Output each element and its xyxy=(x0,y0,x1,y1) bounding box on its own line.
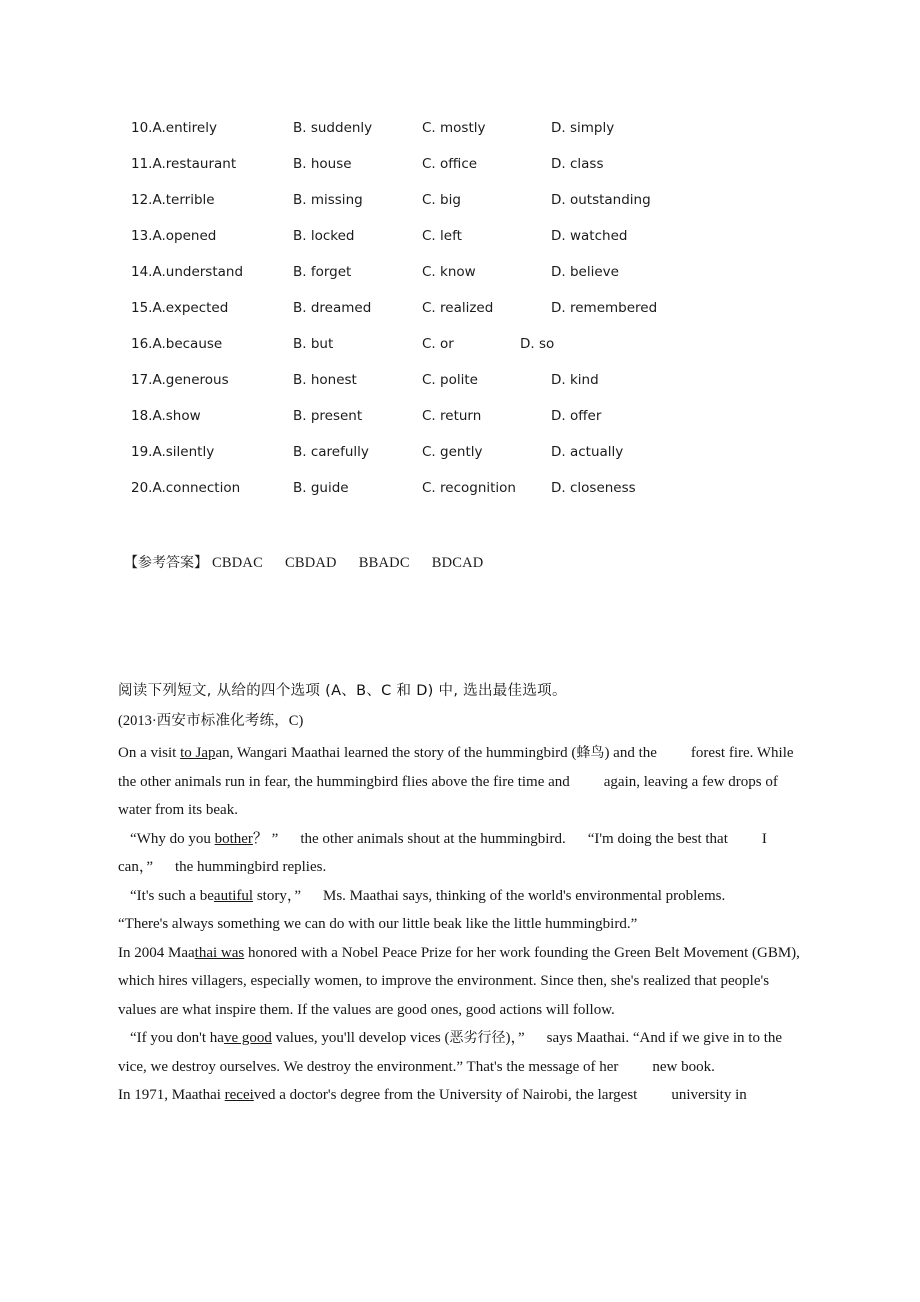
passage-text: story，” xyxy=(253,887,301,904)
option-choice-d[interactable]: D. class xyxy=(551,156,604,172)
passage-text: “If you don't ha xyxy=(130,1030,224,1046)
passage-text: honored with a Nobel Peace Prize for her work founding the Green Belt Movement (GBM), which hires villagers, especially women, to improve the environment. Since then, she's realized that people's values are what inspire them. If the values are good ones, good actions will follow. xyxy=(118,944,800,1018)
underlined-phrase: thai was xyxy=(194,944,245,961)
option-choice-d[interactable]: D. actually xyxy=(551,444,624,460)
option-choice-d[interactable]: D. believe xyxy=(551,264,619,280)
cloze-option-row xyxy=(0,226,920,262)
option-choice-c[interactable]: C. know xyxy=(422,264,476,280)
passage-paragraph xyxy=(118,910,800,939)
passage-text: an, Wangari Maathai learned the story of the hummingbird ( xyxy=(215,745,577,761)
option-choice-c[interactable]: C. polite xyxy=(422,372,478,388)
passage-text: Ms. Maathai says, thinking of the world's environmental problems. xyxy=(323,887,726,904)
passage-text: ) and the xyxy=(604,745,657,761)
passage-text: the hummingbird replies. xyxy=(174,859,327,875)
underlined-phrase: autiful xyxy=(213,887,254,904)
option-choice-a[interactable]: 14.A.understand xyxy=(131,264,244,280)
option-choice-d[interactable]: D. remembered xyxy=(551,300,658,316)
option-choice-d[interactable]: D. so xyxy=(520,336,555,352)
option-choice-a[interactable]: 11.A.restaurant xyxy=(131,156,237,172)
passage-text: again, leaving a few drops of water from its beak. xyxy=(118,773,778,818)
underlined-phrase: to Jap xyxy=(180,745,216,761)
cloze-option-row xyxy=(0,370,920,406)
option-choice-b[interactable]: B. but xyxy=(293,336,334,352)
option-choice-c[interactable]: C. big xyxy=(422,192,461,208)
cloze-option-row xyxy=(0,478,920,514)
cloze-option-row xyxy=(0,154,920,190)
option-choice-b[interactable]: B. locked xyxy=(293,228,355,244)
passage-text: “I'm doing the best that xyxy=(587,830,728,847)
option-choice-b[interactable]: B. carefully xyxy=(293,444,369,460)
option-choice-d[interactable]: D. watched xyxy=(551,228,628,244)
passage-text: ved a doctor's degree from the University of Nairobi, the largest xyxy=(253,1087,638,1103)
option-choice-b[interactable]: B. honest xyxy=(293,372,357,388)
option-choice-d[interactable]: D. offer xyxy=(551,408,602,424)
underlined-phrase: ve good xyxy=(223,1030,272,1046)
source-origin: 西安市标准化考练 xyxy=(156,713,275,729)
passage-paragraph xyxy=(118,1081,800,1110)
passage-paragraph xyxy=(118,939,800,1025)
cloze-option-row xyxy=(0,190,920,226)
underlined-phrase: bother xyxy=(214,830,253,847)
option-choice-b[interactable]: B. forget xyxy=(293,264,352,280)
option-choice-c[interactable]: C. return xyxy=(422,408,482,424)
option-choice-a[interactable]: 17.A.generous xyxy=(131,372,229,388)
answer-key-group: CBDAD xyxy=(284,555,337,571)
option-choice-b[interactable]: B. dreamed xyxy=(293,300,372,316)
passage-text: “Why do you xyxy=(130,830,215,847)
reading-instruction: 阅读下列短文, 从给的四个选项 (A、B、C 和 D) 中, 选出最佳选项。 xyxy=(118,683,567,699)
cloze-option-row xyxy=(0,118,920,154)
option-choice-b[interactable]: B. house xyxy=(293,156,352,172)
option-choice-c[interactable]: C. recognition xyxy=(422,480,516,496)
passage-text: )，” xyxy=(505,1030,525,1046)
answer-key-group: BBADC xyxy=(358,555,410,571)
option-choice-d[interactable]: D. closeness xyxy=(551,480,636,496)
passage-text: university in xyxy=(671,1087,747,1103)
passage-text: values, you'll develop vices ( xyxy=(271,1030,450,1046)
chinese-gloss: 蜂鸟 xyxy=(576,745,605,761)
option-choice-a[interactable]: 19.A.silently xyxy=(131,444,215,460)
passage-text: I can，” xyxy=(118,830,767,875)
option-choice-b[interactable]: B. suddenly xyxy=(293,120,373,136)
option-choice-a[interactable]: 13.A.opened xyxy=(131,228,217,244)
passage-paragraph xyxy=(118,825,800,882)
option-choice-d[interactable]: D. kind xyxy=(551,372,599,388)
option-choice-c[interactable]: C. mostly xyxy=(422,120,486,136)
option-choice-a[interactable]: 12.A.terrible xyxy=(131,192,215,208)
cloze-option-row xyxy=(0,298,920,334)
underlined-phrase: recei xyxy=(224,1087,254,1103)
option-choice-c[interactable]: C. or xyxy=(422,336,454,352)
passage-text: “It's such a be xyxy=(130,887,214,904)
option-choice-a[interactable]: 18.A.show xyxy=(131,408,201,424)
answer-key-group: CBDAC xyxy=(212,555,263,571)
answer-key-line xyxy=(124,552,483,572)
option-choice-d[interactable]: D. outstanding xyxy=(551,192,651,208)
option-choice-a[interactable]: 15.A.expected xyxy=(131,300,229,316)
passage-text: the other animals shout at the hummingbird. xyxy=(300,830,566,847)
option-choice-a[interactable]: 20.A.connection xyxy=(131,480,241,496)
reading-source xyxy=(118,711,800,731)
chinese-gloss: 恶劣行径 xyxy=(449,1030,506,1046)
reading-section xyxy=(118,680,800,1110)
cloze-option-row xyxy=(0,334,920,370)
option-choice-c[interactable]: C. gently xyxy=(422,444,483,460)
option-choice-c[interactable]: C. left xyxy=(422,228,462,244)
cloze-option-row xyxy=(0,442,920,478)
passage-text: says Maathai. “And if we give in to the vice, we destroy ourselves. We destroy the environment.” That's the message of her xyxy=(118,1030,783,1075)
passage-paragraph xyxy=(118,882,800,911)
option-choice-c[interactable]: C. realized xyxy=(422,300,494,316)
passage-text: “There's always something we can do with our little beak like the little hummingbird.” xyxy=(118,916,638,932)
option-choice-b[interactable]: B. present xyxy=(293,408,363,424)
option-choice-a[interactable]: 10.A.entirely xyxy=(131,120,217,136)
passage-text: In 1971, Maathai xyxy=(118,1087,225,1103)
passage-text: new book. xyxy=(652,1058,715,1075)
passage-paragraph xyxy=(118,739,800,825)
source-suffix: ，C) xyxy=(274,713,304,729)
passage-body xyxy=(118,739,800,1110)
option-choice-c[interactable]: C. office xyxy=(422,156,478,172)
cloze-option-row xyxy=(0,262,920,298)
passage-text: On a visit xyxy=(118,745,181,761)
option-choice-a[interactable]: 16.A.because xyxy=(131,336,223,352)
passage-text: ？ ” xyxy=(252,830,279,847)
option-choice-d[interactable]: D. simply xyxy=(551,120,615,136)
cloze-option-row xyxy=(0,406,920,442)
cloze-options-list xyxy=(0,118,920,514)
source-prefix: (2013· xyxy=(118,713,157,729)
answer-key-label: 【参考答案】 xyxy=(124,555,208,571)
answer-key-group: BDCAD xyxy=(431,555,484,571)
option-choice-b[interactable]: B. missing xyxy=(293,192,363,208)
passage-paragraph xyxy=(118,1024,800,1081)
passage-text: In 2004 Maa xyxy=(118,944,195,961)
option-choice-b[interactable]: B. guide xyxy=(293,480,349,496)
passage-text: forest fire. While the other animals run in fear, the hummingbird flies above the fire time and xyxy=(118,745,794,790)
